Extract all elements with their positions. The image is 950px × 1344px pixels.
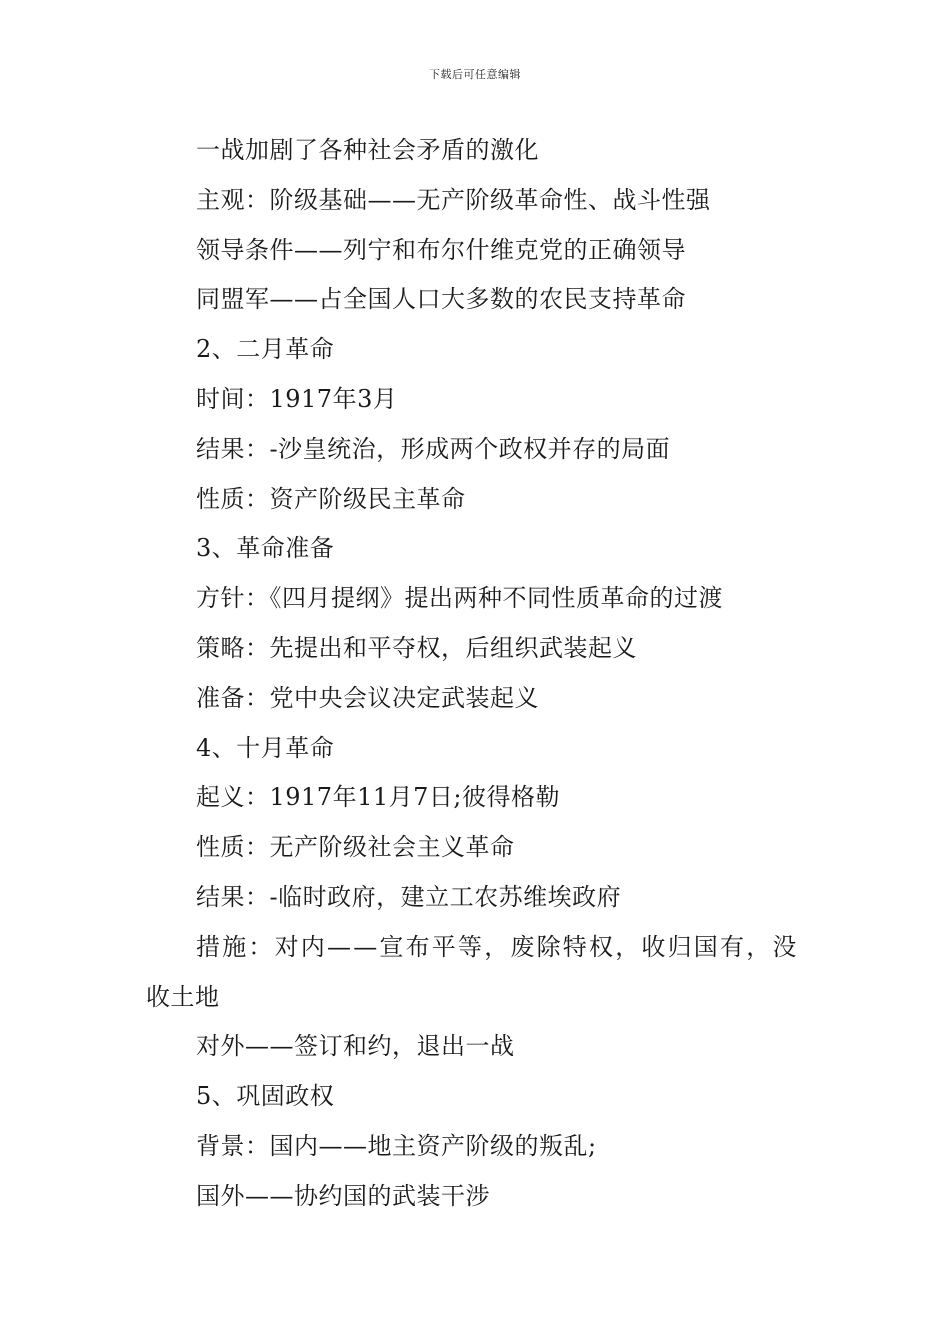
text-line: 结果：-临时政府，建立工农苏维埃政府 (196, 882, 622, 911)
text-line: 同盟军——占全国人口大多数的农民支持革命 (196, 285, 686, 314)
text-line: 性质：无产阶级社会主义革命 (196, 833, 515, 862)
text-line: 策略：先提出和平夺权，后组织武装起义 (196, 633, 637, 662)
section-heading: 2、二月革命 (196, 335, 335, 364)
document-body (146, 126, 806, 1222)
text-line: 对外——签订和约，退出一战 (196, 1032, 515, 1061)
text-line: 国外——协约国的武装干涉 (196, 1181, 490, 1210)
section-heading: 4、十月革命 (196, 733, 335, 762)
text-line: 一战加剧了各种社会矛盾的激化 (196, 136, 539, 164)
text-line: 准备：党中央会议决定武装起义 (196, 683, 539, 712)
text-line: 起义：1917年11月7日;彼得格勒 (196, 783, 560, 812)
section-heading: 5、巩固政权 (196, 1082, 335, 1111)
text-line: 主观：阶级基础——无产阶级革命性、战斗性强 (196, 185, 711, 214)
section-heading: 3、革命准备 (196, 534, 335, 563)
text-line: 方针：《四月提纲》提出两种不同性质革命的过渡 (196, 584, 723, 613)
text-line: 时间：1917年3月 (196, 384, 398, 413)
text-line: 结果：-沙皇统治，形成两个政权并存的局面 (196, 434, 671, 463)
text-line: 性质：资产阶级民主革命 (196, 484, 466, 513)
text-line: 措施：对内——宣布平等，废除特权，收归国有，没 (196, 932, 799, 961)
text-line: 背景：国内——地主资产阶级的叛乱; (196, 1131, 597, 1160)
text-line-continuation: 收土地 (146, 982, 220, 1011)
text-line: 领导条件——列宁和布尔什维克党的正确领导 (196, 235, 686, 264)
page-header: 下载后可任意编辑 (429, 68, 521, 81)
